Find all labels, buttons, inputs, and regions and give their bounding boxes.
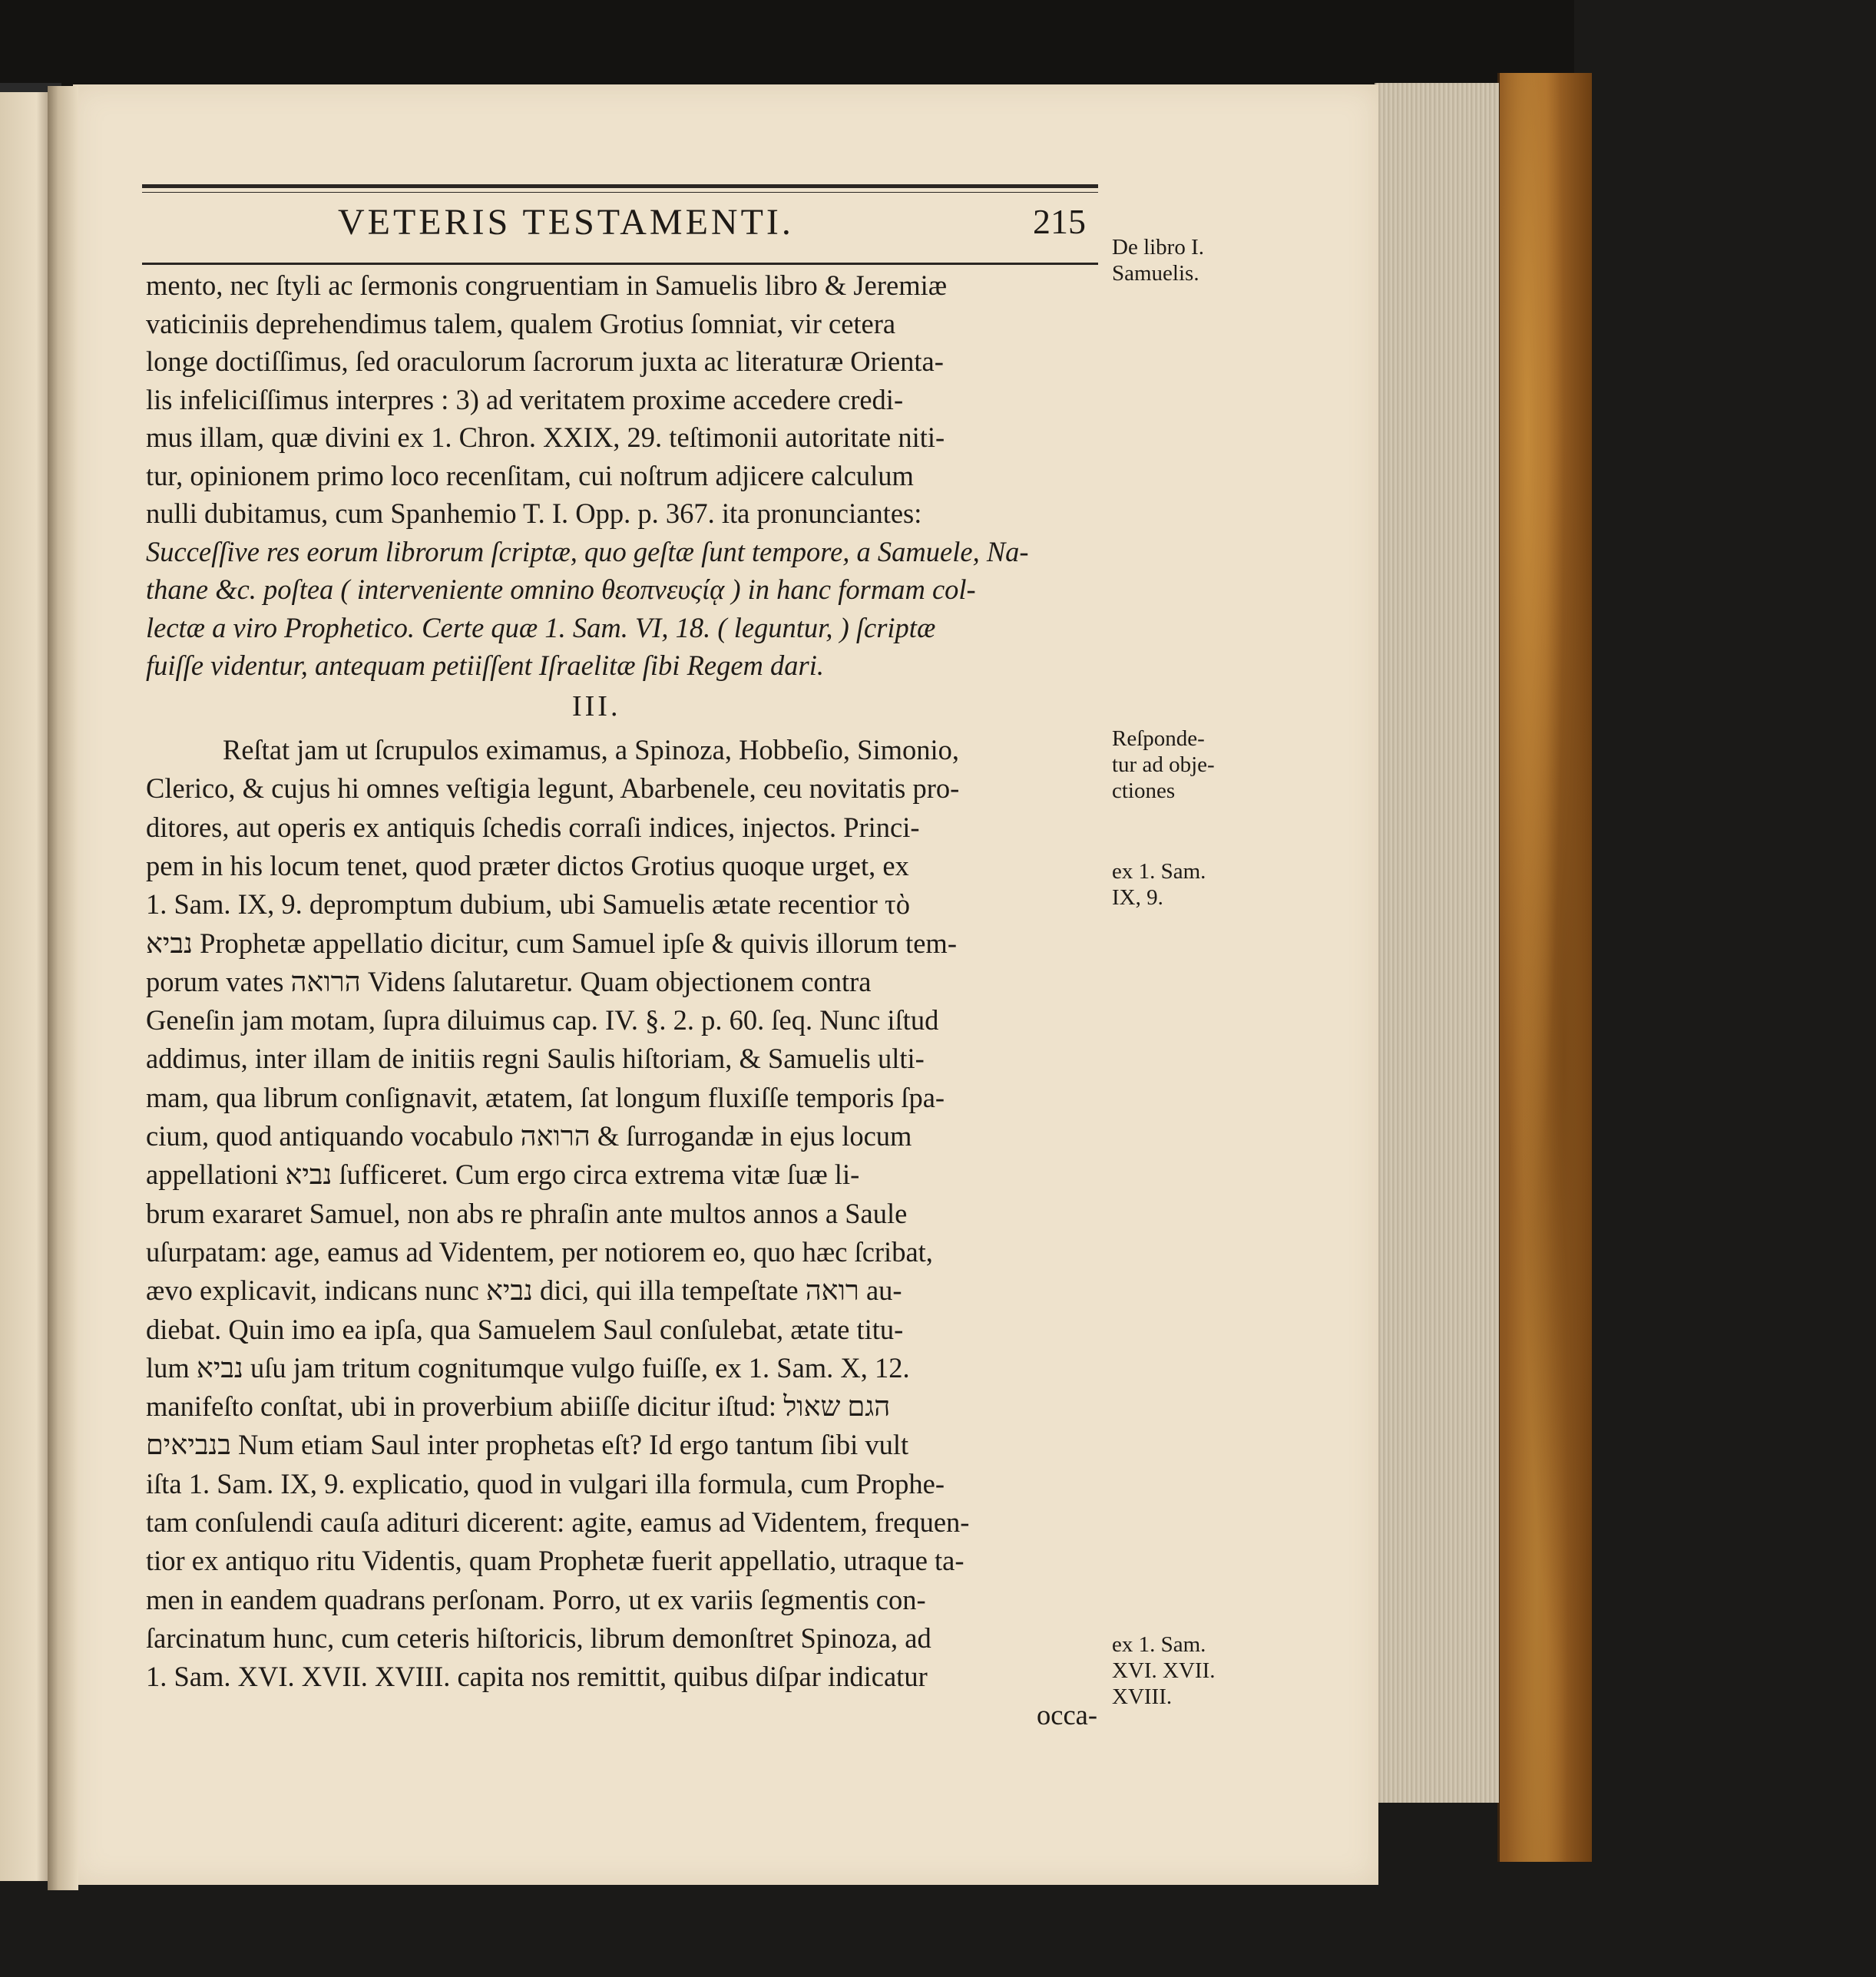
text-line: fuiſſe videntur, antequam petiiſſent Iſraelitæ ſibi Regem dari. xyxy=(146,650,824,681)
text-line: appellationi נביא ſufficeret. Cum ergo circa extrema vitæ ſuæ li- xyxy=(146,1159,860,1191)
background-right xyxy=(1574,0,1876,1977)
text-line: Reſtat jam ut ſcrupulos eximamus, a Spinoza, Hobbeſio, Simonio, xyxy=(223,734,960,765)
margin-note-line: XVI. XVII. xyxy=(1112,1658,1216,1683)
margin-note-line: tur ad obje- xyxy=(1112,752,1215,777)
margin-note-line: ex 1. Sam. xyxy=(1112,1632,1206,1657)
text-line: mus illam, quæ divini ex 1. Chron. XXIX, 29. teſtimonii autoritate niti- xyxy=(146,422,945,453)
text-line: mento, nec ſtyli ac ſermonis congruentiam in Samuelis libro & Jeremiæ xyxy=(146,269,948,301)
text-line: ſarcinatum hunc, cum ceteris hiſtoricis, librum demonſtret Spinoza, ad xyxy=(146,1622,931,1654)
text-line: lum נביא uſu jam tritum cognitumque vulgo fuiſſe, ex 1. Sam. X, 12. xyxy=(146,1351,910,1384)
text-line: lectæ a viro Prophetico. Certe quæ 1. Sam. VI, 18. ( leguntur, ) ſcriptæ xyxy=(146,611,936,643)
text-line: cium, quod antiquando vocabulo הרואה & ſurrogandæ in ejus locum xyxy=(146,1120,912,1152)
page-edges xyxy=(1375,83,1499,1803)
text-line: Clerico, & cujus hi omnes veſtigia legunt, Abarbenele, ceu novitatis pro- xyxy=(146,772,960,805)
page-number: 215 xyxy=(1033,202,1086,241)
margin-note-line: De libro I. xyxy=(1112,235,1204,260)
text-line: 1. Sam. IX, 9. depromptum dubium, ubi Samuelis ætate recentior τὸ xyxy=(146,888,910,921)
text-line: nulli dubitamus, cum Spanhemio T. I. Opp. p. 367. ita pronunciantes: xyxy=(146,498,922,529)
margin-note-line: XVIII. xyxy=(1112,1684,1173,1709)
header-rule-top xyxy=(142,184,1098,188)
header-rule-top-thin xyxy=(142,192,1098,193)
text-line: Succeſſive res eorum librorum ſcriptæ, quo geſtæ ſunt tempore, a Samuele, Na- xyxy=(146,535,1029,567)
text-line: thane &c. poſtea ( interveniente omnino θεοπνευςίᾳ ) in hanc formam col- xyxy=(146,574,976,605)
margin-note-line: Reſponde- xyxy=(1112,726,1205,751)
previous-page-edge xyxy=(0,92,52,1881)
section-number: III. xyxy=(572,690,621,722)
text-line: tur, opinionem primo loco recenſitam, cui noſtrum adjicere calculum xyxy=(146,459,914,491)
text-line: Geneſin jam motam, ſupra diluimus cap. IV. §. 2. p. 60. ſeq. Nunc iſtud xyxy=(146,1004,939,1036)
catchword: occa- xyxy=(1037,1699,1098,1731)
text-line: diebat. Quin imo ea ipſa, qua Samuelem Saul conſulebat, ætate titu- xyxy=(146,1313,904,1345)
text-line: 1. Sam. XVI. XVII. XVIII. capita nos remittit, quibus diſpar indicatur xyxy=(146,1661,928,1693)
text-line: נביא Prophetæ appellatio dicitur, cum Samuel ipſe & quivis illorum tem- xyxy=(146,927,957,959)
text-line: ditores, aut operis ex antiquis ſchedis corraſi indices, injectos. Princi- xyxy=(146,811,920,843)
text-line: longe doctiſſimus, ſed oraculorum ſacrorum juxta ac literaturæ Orienta- xyxy=(146,345,944,377)
margin-note-line: ctiones xyxy=(1112,779,1176,803)
text-line: brum exararet Samuel, non abs re phraſin ante multos annos a Saule xyxy=(146,1197,908,1229)
text-line: vaticiniis deprehendimus talem, qualem Grotius ſomniat, vir cetera xyxy=(146,307,896,339)
text-line: manifeſto conſtat, ubi in proverbium abiiſſe dicitur iſtud: הגם שאול xyxy=(146,1390,891,1423)
text-line: mam, qua librum conſignavit, ætatem, ſat longum fluxiſſe temporis ſpa- xyxy=(146,1081,945,1113)
running-title: VETERIS TESTAMENTI. xyxy=(338,202,794,243)
text-line: men in eandem quadrans perſonam. Porro, ut ex variis ſegmentis con- xyxy=(146,1583,926,1615)
text-line: בנביאים Num etiam Saul inter prophetas eſt? Id ergo tantum ſibi vult xyxy=(146,1429,909,1461)
margin-note-line: ex 1. Sam. xyxy=(1112,859,1206,884)
text-line: tam conſulendi cauſa adituri dicerent: agite, eamus ad Videntem, frequen- xyxy=(146,1506,970,1538)
text-line: iſta 1. Sam. IX, 9. explicatio, quod in vulgari illa formula, cum Prophe- xyxy=(146,1467,945,1499)
text-line: porum vates הרואה Videns ſalutaretur. Quam objectionem contra xyxy=(146,965,872,997)
margin-note-line: Samuelis. xyxy=(1112,261,1199,286)
text-line: addimus, inter illam de initiis regni Saulis hiſtoriam, & Samuelis ulti- xyxy=(146,1043,925,1075)
margin-note-line: IX, 9. xyxy=(1112,885,1163,910)
text-line: pem in his locum tenet, quod præter dictos Grotius quoque urget, ex xyxy=(146,849,909,881)
text-line: uſurpatam: age, eamus ad Videntem, per notiorem eo, quo hæc ſcribat, xyxy=(146,1235,933,1268)
text-line: tior ex antiquo ritu Videntis, quam Prophetæ fuerit appellatio, utraque ta- xyxy=(146,1545,964,1577)
marbled-back-cover xyxy=(1497,73,1592,1862)
gutter xyxy=(48,86,78,1890)
text-line: ævo explicavit, indicans nunc נביא dici, qui illa tempeſtate רואה au- xyxy=(146,1274,902,1307)
text-line: lis infeliciſſimus interpres : 3) ad veritatem proxime accedere credi- xyxy=(146,383,904,415)
header-rule-bottom xyxy=(142,263,1098,265)
